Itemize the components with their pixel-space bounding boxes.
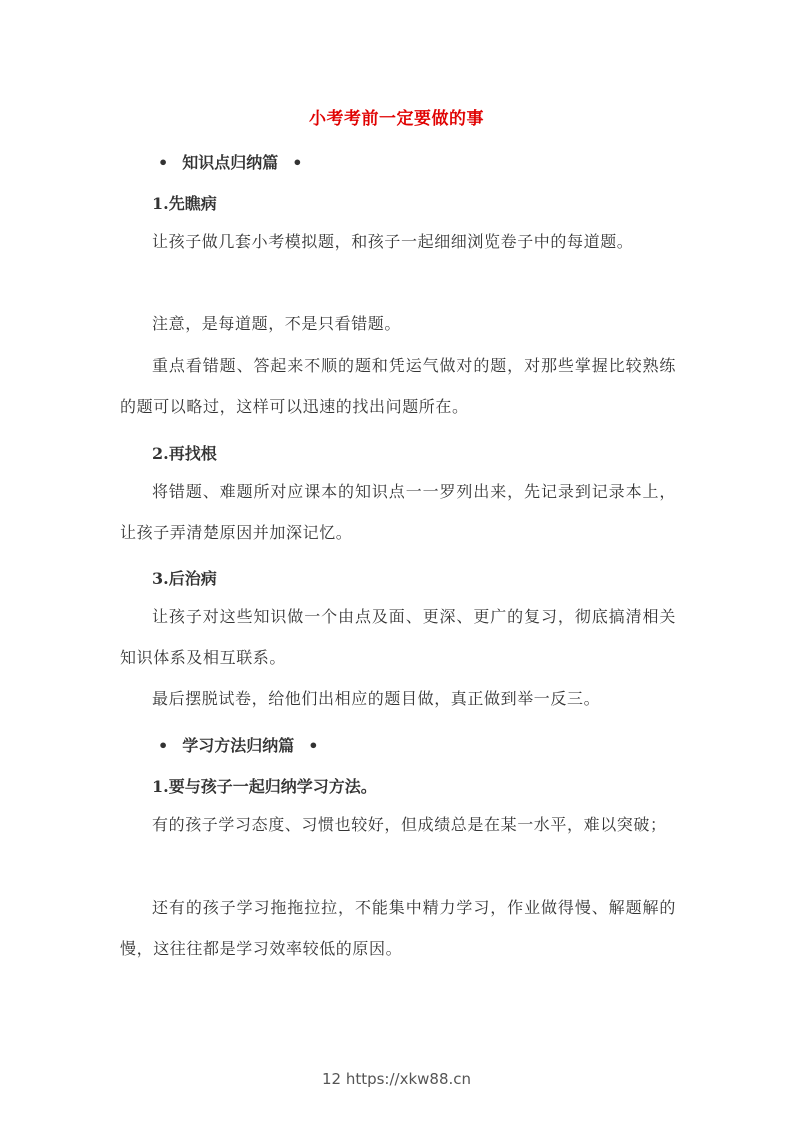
paragraph: 有的孩子学习态度、习惯也较好，但成绩总是在某一水平，难以突破； — [152, 815, 667, 834]
subsection-heading: 1.要与孩子一起归纳学习方法。 — [152, 777, 377, 796]
paragraph: 重点看错题、答起来不顺的题和凭运气做对的题，对那些掌握比较熟练的题可以略过，这样可以迅速的找出问题所在。 — [120, 356, 676, 416]
section-heading-methods — [158, 733, 332, 756]
paragraph: 还有的孩子学习拖拖拉拉，不能集中精力学习，作业做得慢、解题解的慢，这往往都是学习效率较低的原因。 — [120, 898, 676, 958]
bullet-icon: • — [308, 736, 319, 755]
bullet-icon: • — [292, 153, 303, 172]
section-heading-text: 学习方法归纳篇 — [182, 736, 295, 755]
section-heading-text: 知识点归纳篇 — [182, 153, 279, 172]
section-heading-knowledge — [158, 150, 316, 173]
paragraph: 最后摆脱试卷，给他们出相应的题目做，真正做到举一反三。 — [152, 689, 601, 708]
paragraph: 将错题、难题所对应课本的知识点一一罗列出来，先记录到记录本上，让孩子弄清楚原因并加深记忆。 — [120, 482, 676, 542]
paragraph: 让孩子对这些知识做一个由点及面、更深、更广的复习，彻底搞清相关知识体系及相互联系。 — [120, 607, 676, 667]
page-footer: 12 https://xkw88.cn — [321, 1070, 472, 1088]
subsection-heading: 1.先瞧病 — [152, 194, 217, 213]
paragraph: 让孩子做几套小考模拟题，和孩子一起细细浏览卷子中的每道题。 — [152, 232, 634, 251]
subsection-heading: 3.后治病 — [152, 569, 217, 588]
bullet-icon: • — [158, 153, 169, 172]
bullet-icon: • — [158, 736, 169, 755]
document-title: 小考考前一定要做的事 — [309, 109, 484, 129]
subsection-heading: 2.再找根 — [152, 444, 217, 463]
paragraph: 注意，是每道题，不是只看错题。 — [152, 314, 402, 333]
